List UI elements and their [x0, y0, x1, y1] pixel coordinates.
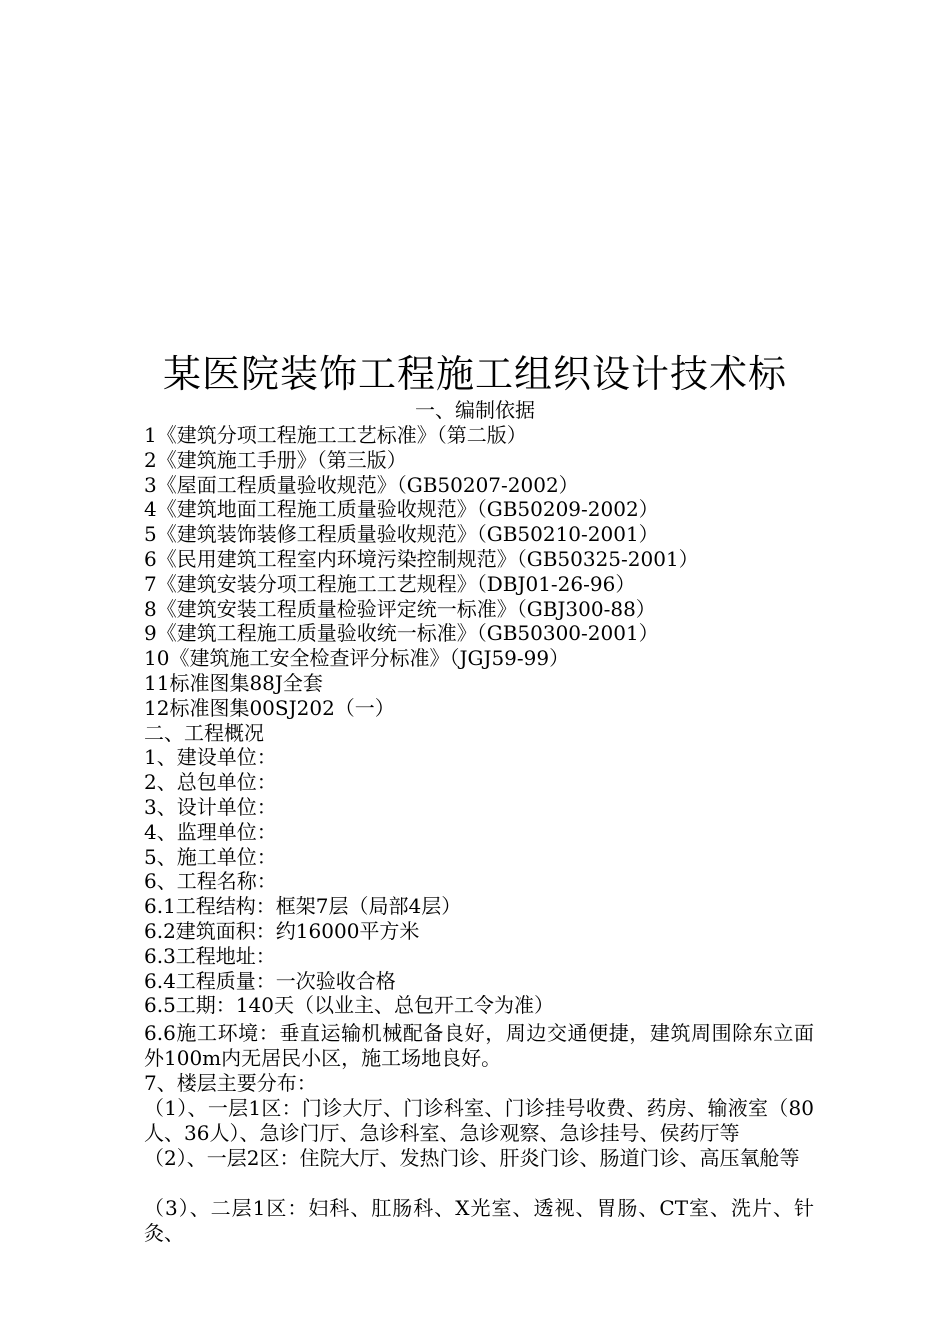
reference-item: 3《屋面工程质量验收规范》（GB50207-2002） — [144, 472, 579, 497]
overview-item: 6.5工期：140天（以业主、总包开工令为准） — [144, 993, 554, 1018]
overview-item: 6、工程名称： — [144, 869, 277, 894]
environment-paragraph: 6.6施工环境：垂直运输机械配备良好，周边交通便捷，建筑周围除东立面外100m内无居民小区，施工场地良好。 — [144, 1021, 814, 1070]
overview-item: 6.2建筑面积：约16000平方米 — [144, 918, 420, 943]
overview-item: 4、监理单位： — [144, 819, 277, 844]
floor-paragraph-2: （2）、一层2区：住院大厅、发热门诊、肝炎门诊、肠道门诊、高压氧舱等 — [144, 1146, 800, 1170]
floors-heading: 7、楼层主要分布： — [144, 1071, 317, 1095]
reference-item: 11标准图集88J全套 — [144, 670, 323, 695]
overview-item: 6.4工程质量：一次验收合格 — [144, 968, 396, 993]
document-body-lines — [144, 423, 814, 1018]
section-heading-basis: 一、编制依据 — [415, 398, 535, 422]
reference-item: 2《建筑施工手册》（第三版） — [144, 447, 407, 472]
reference-item: 9《建筑工程施工质量验收统一标准》（GB50300-2001） — [144, 621, 659, 646]
floor-paragraph-3: （3）、二层1区：妇科、肛肠科、X光室、透视、胃肠、CT室、洗片、针灸、 — [144, 1196, 814, 1245]
overview-item: 2、总包单位： — [144, 770, 277, 795]
reference-item: 4《建筑地面工程施工质量验收规范》（GB50209-2002） — [144, 497, 659, 522]
reference-item: 8《建筑安装工程质量检验评定统一标准》（GBJ300-88） — [144, 596, 656, 621]
reference-item: 12标准图集00SJ202（一） — [144, 695, 395, 720]
section-heading-overview: 二、工程概况 — [144, 720, 264, 745]
reference-item: 7《建筑安装分项工程施工工艺规程》（DBJ01-26-96） — [144, 571, 636, 596]
document-title: 某医院装饰工程施工组织设计技术标 — [162, 352, 787, 396]
reference-item: 1《建筑分项工程施工工艺标准》（第二版） — [144, 423, 527, 447]
overview-item: 1、建设单位： — [144, 745, 277, 770]
overview-item: 5、施工单位： — [144, 844, 277, 869]
floor-paragraph-1: （1）、一层1区：门诊大厅、门诊科室、门诊挂号收费、药房、输液室（80人、36人）、急诊门厅、急诊科室、急诊观察、急诊挂号、侯药厅等 — [144, 1096, 814, 1145]
reference-item: 5《建筑装饰装修工程质量验收规范》（GB50210-2001） — [144, 522, 659, 547]
reference-item: 10《建筑施工安全检查评分标准》（JGJ59-99） — [144, 646, 570, 671]
overview-item: 6.1工程结构：框架7层（局部4层） — [144, 894, 462, 919]
reference-item: 6《民用建筑工程室内环境污染控制规范》（GB50325-2001） — [144, 546, 699, 571]
overview-item: 3、设计单位： — [144, 794, 277, 819]
overview-item: 6.3工程地址： — [144, 943, 276, 968]
